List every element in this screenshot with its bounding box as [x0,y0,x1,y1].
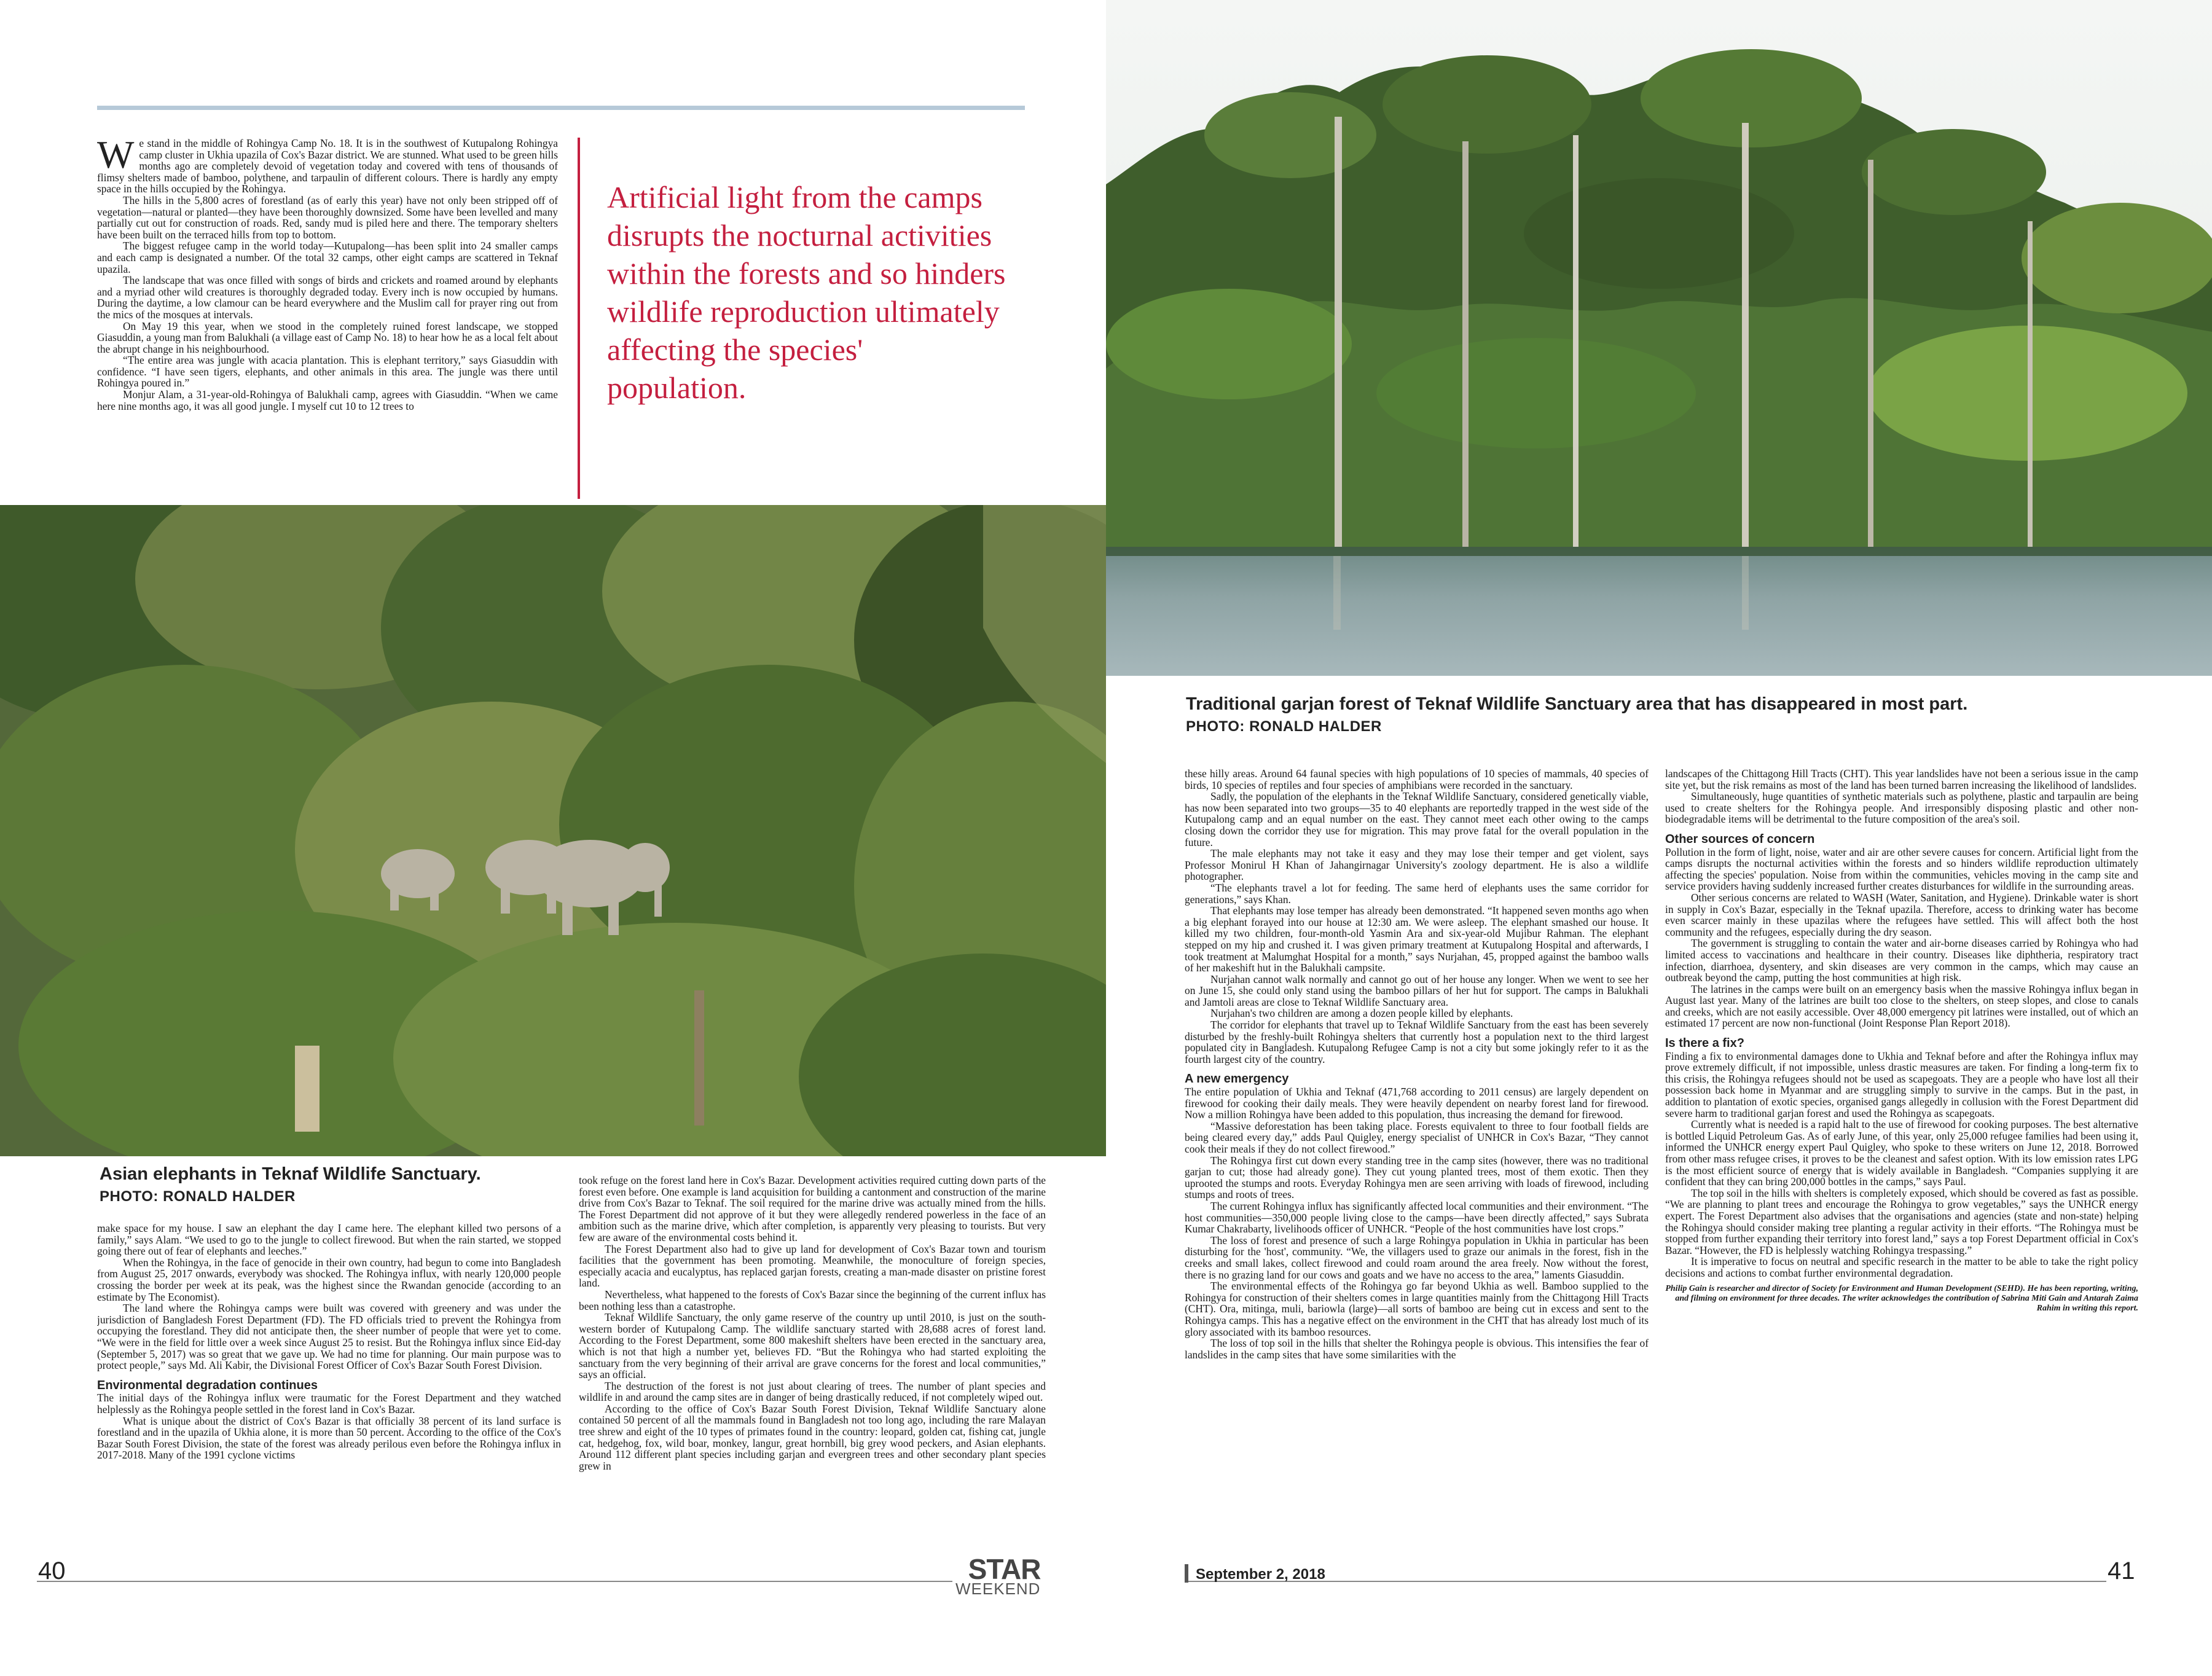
paragraph: Sadly, the population of the elephants in the Teknaf Wildlife Sanctuary, considered genetically viable, has now been separated into two groups—35 to 40 elephants are reportedly trapped in the west side of the Kutupalong camp and an equal number on the east. They cannot meet each other owing to the camps closing down the corridor they use for migration. This may prove fatal for the overall population in the future. [1185,790,1649,848]
paragraph: Pollution in the form of light, noise, water and air are other severe causes for concern. Artificial light from the camps disrupts the nocturnal activities within the forests and so hinders wildlife reproduction ultimately affecting the species' population. Noise from within the communities, vehicles moving in the camp site and service providers having suddenly increased further creates disturbances for wildlife in the surrounding areas. [1665,845,2138,893]
paragraph: The loss of forest and presence of such a large Rohingya population in Ukhia in particular has been disturbing for the 'host', community. “We, the villagers used to graze our animals in the forest, fish in the creeks and small lakes, collect firewood and could roam around the area freely. Now without the forest, there is no grazing land for our cows and goats and we have no access to the area,” laments Giasuddin. [1185,1234,1649,1281]
paragraph: The hills in the 5,800 acres of forestland (as of early this year) have not only been stripped off of vegetation—natural or planted—they have been thoroughly downsized. Some have been levelled and many partially cut out for construction of roads. Red, sandy mud is piled here and there. The temporary shelters have been built on the terraced hills from top to bottom. [97,194,558,241]
caption-title: Asian elephants in Teknaf Wildlife Sanctuary. [100,1164,481,1184]
paragraph: That elephants may lose temper has already been demonstrated. “It happened seven months ago when a big elephant forayed into our house at 12:30 am. We were asleep. The elephant smashed our house. It killed my two children, four-month-old Yasmin Ara and six-year-old Mujibur Rahman. The elephant stepped on my hip and crushed it. I was given primary treatment at Kutupalong Hospital and afterwards, I took treatment at Malumghat Hospital for a month,” says Nurjahan, 45, propped against the bamboo walls of her makeshift hut in the Balukhali campsite. [1185,904,1649,974]
paragraph: The destruction of the forest is not just about clearing of trees. The number of plant species and wildlife in and around the camp sites are in danger of being drastically reduced, if not completely wiped out. [579,1379,1046,1404]
section-heading: A new emergency [1185,1072,1289,1086]
masthead-logo [955,1553,1041,1598]
paragraph: The Forest Department also had to give up land for development of Cox's Bazar town and tourism facilities that the government has been promoting. Meanwhile, the monoculture of foreign species, especially acacia and eucalyptus, has replaced garjan forests, creating a man-made disaster on pristine forest land. [579,1242,1046,1290]
author-note: Philip Gain is researcher and director of Society for Environment and Human Development (SEHD). He has been reporting, writing, and filming on environment for three decades. The writer acknowledges the contribution of Sabrina Miti Gain and Antarah Zaima Rahim in writing this report. [1665,1283,2138,1313]
section-heading: Other sources of concern [1665,832,1815,846]
article-column-2 [579,1175,1046,1543]
paragraph: On May 19 this year, when we stood in the completely ruined forest landscape, we stopped Giasuddin, a young man from Balukhali (a village east of Camp No. 18) to hear how he as a local felt about the abrupt change in his neighbourhood. [97,319,558,355]
paragraph: Nurjahan cannot walk normally and cannot go out of her house any longer. When we went to see her on June 15, she could only stand using the bamboo pillars of her hut for support. The camps in Balukhali and Jamtoli areas are close to Teknaf Wildlife Sanctuary area. [1185,973,1649,1008]
paragraph: The corridor for elephants that travel up to Teknaf Wildlife Sanctuary from the east has been severely disturbed by the freshly-built Rohingya shelters that currently host a population next to the third largest populated city in Bangladesh. Kutupalong Refugee Camp is not a city but some jokingly refer to it as the fourth largest city of the country. [1185,1019,1649,1065]
article-column-1 [97,1223,561,1542]
paragraph: Other serious concerns are related to WASH (Water, Sanitation, and Hygiene). Drinkable water is short in supply in Cox's Bazar, especially in the Teknaf upazila. Therefore, access to drinking water has become even scarcer mainly in these upazilas where the refugees have settled. This will affect both the host community and the refugees, especially during the dry season. [1665,891,2138,938]
paragraph: “The entire area was jungle with acacia plantation. This is elephant territory,” says Giasuddin with confidence. “I have seen tigers, elephants, and other animals in this area. The jungle was there until Rohingya poured in.” [97,354,558,390]
page-number-right: 41 [2108,1557,2135,1584]
paragraph: “Massive deforestation has been taking place. Forests equivalent to three to four football fields are being cleared every day,” adds Paul Quigley, energy specialist of UNHCR in Cox's Bazar, “They cannot cook their meals if they do not collect firewood.” [1185,1119,1649,1155]
elephants-caption [100,1164,579,1205]
paragraph: The environmental effects of the Rohingya go far beyond Ukhia as well. Bamboo supplied to the Rohingya for construction of their shelters comes in large quantities mainly from the Chittagong Hill Tracts (CHT). Ora, mitinga, muli, bariowla (large)—all sorts of bamboo are being cut in excess and sent to the Rohingya camps. This has a negative effect on the environment in the CHT that has already lost much of its glory associated with its bamboo resources. [1185,1280,1649,1338]
drop-cap: W [97,138,135,176]
paragraph: Finding a fix to environmental damages done to Ukhia and Teknaf before and after the Rohingya influx may prove extremely difficult, if not impossible, unless drastic measures are taken. For finding a long-term fix to this crisis, the Rohingya refugees should not be used as scapegoats. They are a people who have lost all their possession back home in Myanmar and are struggling simply to survive in the camps. But in the past, in addition to plantation of exotic species, organised gangs allegedly in collusion with the Forest Department did severe harm to traditional garjan forest and used the Rohingya as scapegoats. [1665,1049,2138,1119]
paragraph: make space for my house. I saw an elephant the day I came here. The elephant killed two persons of a family,” says Alam. “We used to go to the jungle to collect firewood. But when the rain started, we stopped going there out of fear of elephants and leeches.” [97,1223,561,1258]
paragraph: The Rohingya first cut down every standing tree in the camp sites (however, there was no traditional garjan to cut; those had already gone). They cut young planted trees, most of them exotic. Then they uprooted the stumps and roots. Everyday Rohingya men are seen arriving with loads of firewood, including stumps and roots of trees. [1185,1154,1649,1201]
paragraph: “The elephants travel a lot for feeding. The same herd of elephants uses the same corridor for generations,” says Khan. [1185,881,1649,906]
section-heading: Environmental degradation continues [97,1378,318,1392]
paragraph: The top soil in the hills with shelters is completely exposed, which should be covered as fast as possible. “We are planning to plant trees and encourage the Rohingya to grow vegetables,” says the UNHCR energy expert. The Forest Department also advises that the organisations and agencies (state and non-state) helping the Rohingya should consider making tree planting a regular activity in their efforts. “The Rohingya must be stopped from further expanding their territory into forest land,” says a top Forest Department official in Cox's Bazar. “However, the FD is helplessly watching Rohingya trespassing.” [1665,1186,2138,1256]
paragraph: The entire population of Ukhia and Teknaf (471,768 according to 2011 census) are largely dependent on firewood for cooking their daily meals. They were heavily dependent on nearby forest land for firewood. Now a million Rohingya have been added to this population, thus increasing the demand for firewood. [1185,1086,1649,1121]
issue-date: September 2, 2018 [1196,1566,1325,1583]
paragraph: The government is struggling to contain the water and air-borne diseases carried by Rohingya who had limited access to vaccinations and healthcare in their country. Diseases like diphtheria, respiratory tract infection, diarrhoea, dysentery, and skin diseases are very common in the camps, which may cause an outbreak beyond the camp, putting the host communities at high risk. [1665,937,2138,984]
paragraph: Currently what is needed is a rapid halt to the use of firewood for cooking purposes. The best alternative is bottled Liquid Petroleum Gas. As of early June, of this year, only 25,000 refugee families had been using it, informed the UNHCR energy expert Paul Quigley, who spoke to these writers on June 12, 2018. Borrowed from other mass refugee crises, it proves to be the cleanest and safest option. With its low emission rates LPG is the most efficient source of energy that is widely available in Bangladesh. “Companies supplying it are confident that they can bring 200,000 bottles in the camps,” says Paul. [1665,1118,2138,1188]
paragraph: According to the office of Cox's Bazar South Forest Division, Teknaf Wildlife Sanctuary alone contained 50 percent of all the mammals found in Bangladesh not too long ago, including the rare Malayan tree shrew and eight of the 10 types of primates found in the country: leopard, golden cat, fishing cat, jungle cat, hedgehog, fox, wild boar, monkey, langur, great hornbill, big grey wood peckers, and Asian elephants. Around 112 different plant species including garjan and evergreen trees and other secondary plant species grew in [579,1402,1046,1472]
paragraph: When the Rohingya, in the face of genocide in their own country, had begun to come into Bangladesh from August 25, 2017 onwards, everybody was shocked. The Rohingya influx, with nearly 120,000 people crossing the border per week at its peak, was the highest since the Rwandan genocide (according to an estimate by The Economist). [97,1256,561,1303]
pull-quote: Artificial light from the camps disrupts the nocturnal activities within the forests and so hinders wildlife reproduction ultimately affecting the species' population. [607,180,1006,405]
paragraph: The biggest refugee camp in the world today—Kutupalong—has been split into 24 smaller camps and each camp is designated a number. Of the total 32 camps, other eight camps are scattered in Teknaf upazila. [97,240,558,275]
paragraph: Monjur Alam, a 31-year-old-Rohingya of Balukhali camp, agrees with Giasuddin. “When we came here nine months ago, it was all good jungle. I myself cut 10 to 12 trees to [97,388,558,412]
paragraph: The landscape that was once filled with songs of birds and crickets and roamed around by elephants and a myriad other wild creatures is thoroughly degraded today. Every inch is now occupied by humans. During the daytime, a low clamour can be heard everywhere and the Muslim call for prayer ring out from the mics of the mosques at intervals. [97,274,558,321]
intro-first-paragraph: e stand in the middle of Rohingya Camp No. 18. It is in the southwest of Kutupalong Rohingya camp cluster in Ukhia upazila of Cox's Bazar district. We are stunned. What used to be green hills months ago are completely devoid of vegetation today and covered with tens of thousands of flimsy shelters made of bamboo, polythene, and tarpaulin of different colours. There is hardly any empty space in the hills occupied by the Rohingya. [97,138,558,195]
caption-title: Traditional garjan forest of Teknaf Wildlife Sanctuary area that has disappeared in most part. [1186,694,1968,714]
paragraph: took refuge on the forest land here in Cox's Bazar. Development activities required cutting down parts of the forest even before. One example is land acquisition for building a cantonment and construction of the marine drive from Cox's Bazar to Teknaf. The soil required for the marine drive was actually mined from the hills. The Forest Department did not approve of it but they were allegedly rendered powerless in the face of an ambition such as the marine drive, which after completion, is apparently very pleasing to tourists. But very few are aware of the environmental costs behind it. [579,1175,1046,1243]
paragraph: The male elephants may not take it easy and they may lose their temper and get violent, says Professor Monirul H Khan of Jahangirnagar University's zoology department. He is also a wildlife photographer. [1185,847,1649,883]
paragraph: The initial days of the Rohingya influx were traumatic for the Forest Department and they watched helplessly as the Rohingya people settled in the forest land in Cox's Bazar. [97,1392,561,1416]
pull-quote-rule [578,138,580,499]
intro-column [97,138,558,482]
paragraph: The latrines in the camps were built on an emergency basis when the massive Rohingya influx began in August last year. Many of the latrines are built too close to the shelters, on steep slopes, and close to canals and creeks, which are not easily accessible. Over 48,000 emergency pit latrines were installed, out of which an estimated 17 percent are now non-functional (Joint Response Plan Report 2018). [1665,982,2138,1030]
paragraph: The land where the Rohingya camps were built was covered with greenery and was under the jurisdiction of Bangladesh Forest Department (FD). The FD officials tried to prevent the Rohingya from occupying the forestland. They did not anticipate then, the sheer number of people that were yet to come. “We were in the field for little over a week since August 25 to resist. But the Rohingya influx since Eid-day (September 5, 2017) was so great that we gave up. We had no time for planning. Our main purpose was to protect people,” says Md. Ali Kabir, the Divisional Forest Officer of Cox's Bazar South Forest Division. [97,1302,561,1372]
garjan-forest-photo [1106,0,2212,676]
paragraph: Teknaf Wildlife Sanctuary, the only game reserve of the country up until 2010, is just on the south-western border of Kutupalong Camp. The wildlife sanctuary started with 28,688 acres of forest land. According to the Forest Department, some 800 makeshift shelters have been erected in the sanctuary area, which is not that high a number yet, believes FD. “But the Rohingya who had started exploiting the sanctuary from the very beginning of their arrival are grave concerns for the forest and local communities,” says an official. [579,1311,1046,1381]
asian-elephants-photo [0,505,1106,1156]
paragraph: these hilly areas. Around 64 faunal species with high populations of 10 species of mammals, 40 species of birds, 10 species of reptiles and four species of amphibians were recorded in the sanctuary. [1185,768,1649,791]
header-rule [97,106,1025,110]
masthead-bottom: WEEKEND [955,1580,1041,1598]
masthead-top: STAR [968,1553,1041,1585]
paragraph: landscapes of the Chittagong Hill Tracts (CHT). This year landslides have not been a serious issue in the camp site yet, but the risk remains as most of the land has been turned barren increasing the likelihood of landslides. [1665,768,2138,791]
paragraph: Nevertheless, what happened to the forests of Cox's Bazar since the beginning of the current influx has been nothing less than a catastrophe. [579,1288,1046,1312]
date-marker [1185,1564,1188,1583]
paragraph: The loss of top soil in the hills that shelter the Rohingya people is obvious. This intensifies the fear of landslides in the camp sites that have some similarities with the [1185,1337,1649,1361]
paragraph: Nurjahan's two children are among a dozen people killed by elephants. [1210,1007,1513,1020]
forest-caption [1186,694,2169,735]
paragraph: Simultaneously, huge quantities of synthetic materials such as polythene, plastic and tarpaulin are being used to create shelters for the Rohingya people. And irresponsibly disposing plastic and other non-biodegradable items will be detrimental to the future composition of the area's soil. [1665,790,2138,826]
photo-credit: PHOTO: RONALD HALDER [100,1188,296,1205]
paragraph: The current Rohingya influx has significantly affected local communities and their environment. “The host communities—350,000 people living close to the camps—have been directly affected,” says Subrata Kumar Chakrabarty, livelihoods officer of UNHCR. “People of the host communities have lost crops.” [1185,1199,1649,1235]
section-heading: Is there a fix? [1665,1036,1744,1051]
footer-rule-left [37,1581,952,1582]
article-column-4 [1665,768,2138,1548]
paragraph: What is unique about the district of Cox's Bazar is that officially 38 percent of its land surface is forestland and in the upazila of Ukhia alone, it is more than 50 percent. According to the office of the Cox's Bazar South Forest Division, the state of the forest was already perilous even before the Rohingya influx in 2017-2018. Many of the 1991 cyclone victims [97,1414,561,1462]
article-column-3 [1185,768,1649,1548]
page-number-left: 40 [38,1557,66,1584]
photo-credit: PHOTO: RONALD HALDER [1186,718,1382,735]
paragraph: It is imperative to focus on neutral and specific research in the matter to be able to take the right policy decisions and actions to combat further environmental degradation. [1665,1255,2138,1279]
